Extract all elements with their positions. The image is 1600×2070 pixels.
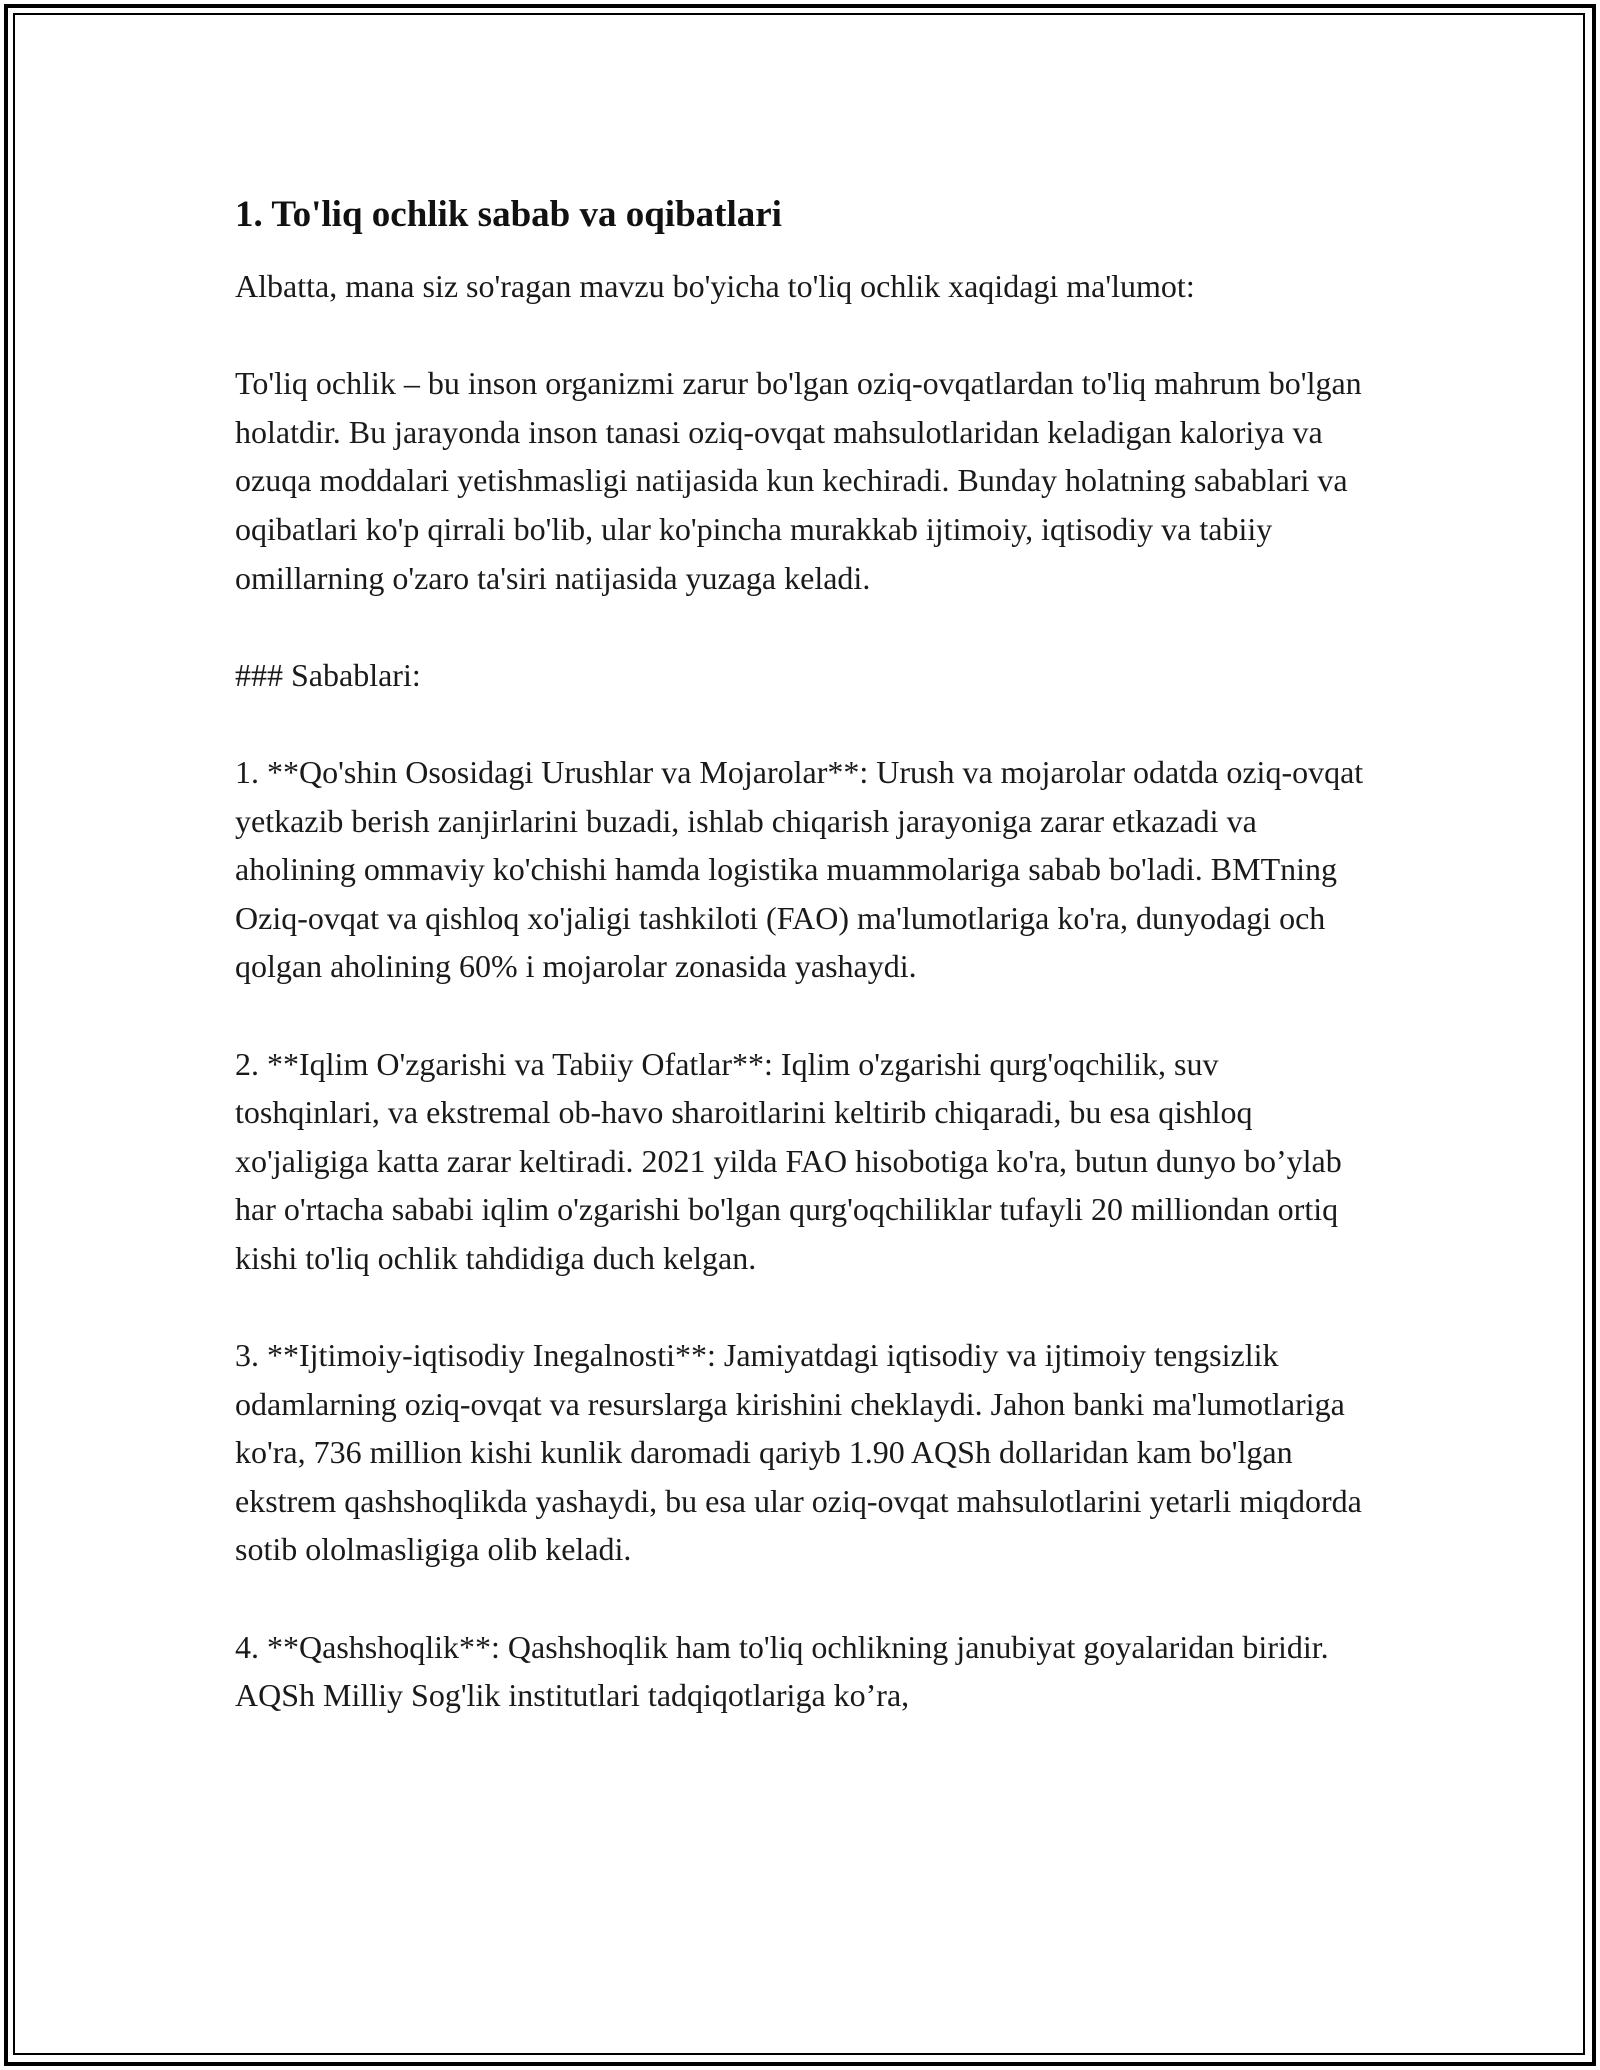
cause-item-1: 1. **Qo'shin Ososidagi Urushlar va Mojarolar**: Urush va mojarolar odatda oziq-ovqat yetkazib berish zanjirlarini buzadi, ishlab chiqarish jarayoniga zarar etkazadi va aholining ommaviy ko'chishi hamda logistika muammolariga sabab bo'ladi. BMTning Oziq-ovqat va qishloq xo'jaligi tashkiloti (FAO) ma'lumotlariga ko'ra, dunyodagi och qolgan aholining 60% i mojarolar zonasida yashaydi. <box>235 753 1364 985</box>
cause-item-3: 3. **Ijtimoiy-iqtisodiy Inegalnosti**: Jamiyatdagi iqtisodiy va ijtimoiy tengsizlik odamlarning oziq-ovqat va resurslarga kirishini cheklaydi. Jahon banki ma'lumotlariga ko'ra, 736 million kishi kunlik daromadi qariyb 1.90 AQSh dollaridan kam bo'lgan ekstrem qashshoqlikda yashaydi, bu esa ular oziq-ovqat mahsulotlarini yetarli miqdorda sotib ololmasligiga olib keladi. <box>235 1337 1362 1568</box>
cause-item-4: 4. **Qashshoqlik**: Qashshoqlik ham to'liq ochlikning janubiyat goyalaridan biridir. AQSh Milliy Sog'lik institutlari tadqiqotlariga ko’ra, <box>235 1628 1329 1714</box>
document-heading: 1. To'liq ochlik sabab va oqibatlari <box>235 194 782 235</box>
definition-paragraph: To'liq ochlik – bu inson organizmi zarur bo'lgan oziq-ovqatlardan to'liq mahrum bo'lgan holatdir. Bu jarayonda inson tanasi oziq-ovqat mahsulotlaridan keladigan kaloriya va ozuqa moddalari yetishmasligi natijasida kun kechiradi. Bunday holatning sabablari va oqibatlari ko'p qirrali bo'lib, ular ko'pincha murakkab ijtimoiy, iqtisodiy va tabiiy omillarning o'zaro ta'siri natijasida yuzaga keladi. <box>235 365 1362 596</box>
causes-subheading: ### Sabablari: <box>235 656 421 693</box>
cause-item-2: 2. **Iqlim O'zgarishi va Tabiiy Ofatlar**: Iqlim o'zgarishi qurg'oqchilik, suv toshqinlari, va ekstremal ob-havo sharoitlarini keltirib chiqaradi, bu esa qishloq xo'jaligiga katta zarar keltiradi. 2021 yilda FAO hisobotiga ko'ra, butun dunyo bo’ylab har o'rtacha sababi iqlim o'zgarishi bo'lgan qurg'oqchiliklar tufayli 20 milliondan ortiq kishi to'liq ochlik tahdidiga duch kelgan. <box>235 1045 1342 1276</box>
document-body <box>235 188 1365 1768</box>
intro-paragraph: Albatta, mana siz so'ragan mavzu bo'yicha to'liq ochlik xaqidagi ma'lumot: <box>235 268 1195 304</box>
